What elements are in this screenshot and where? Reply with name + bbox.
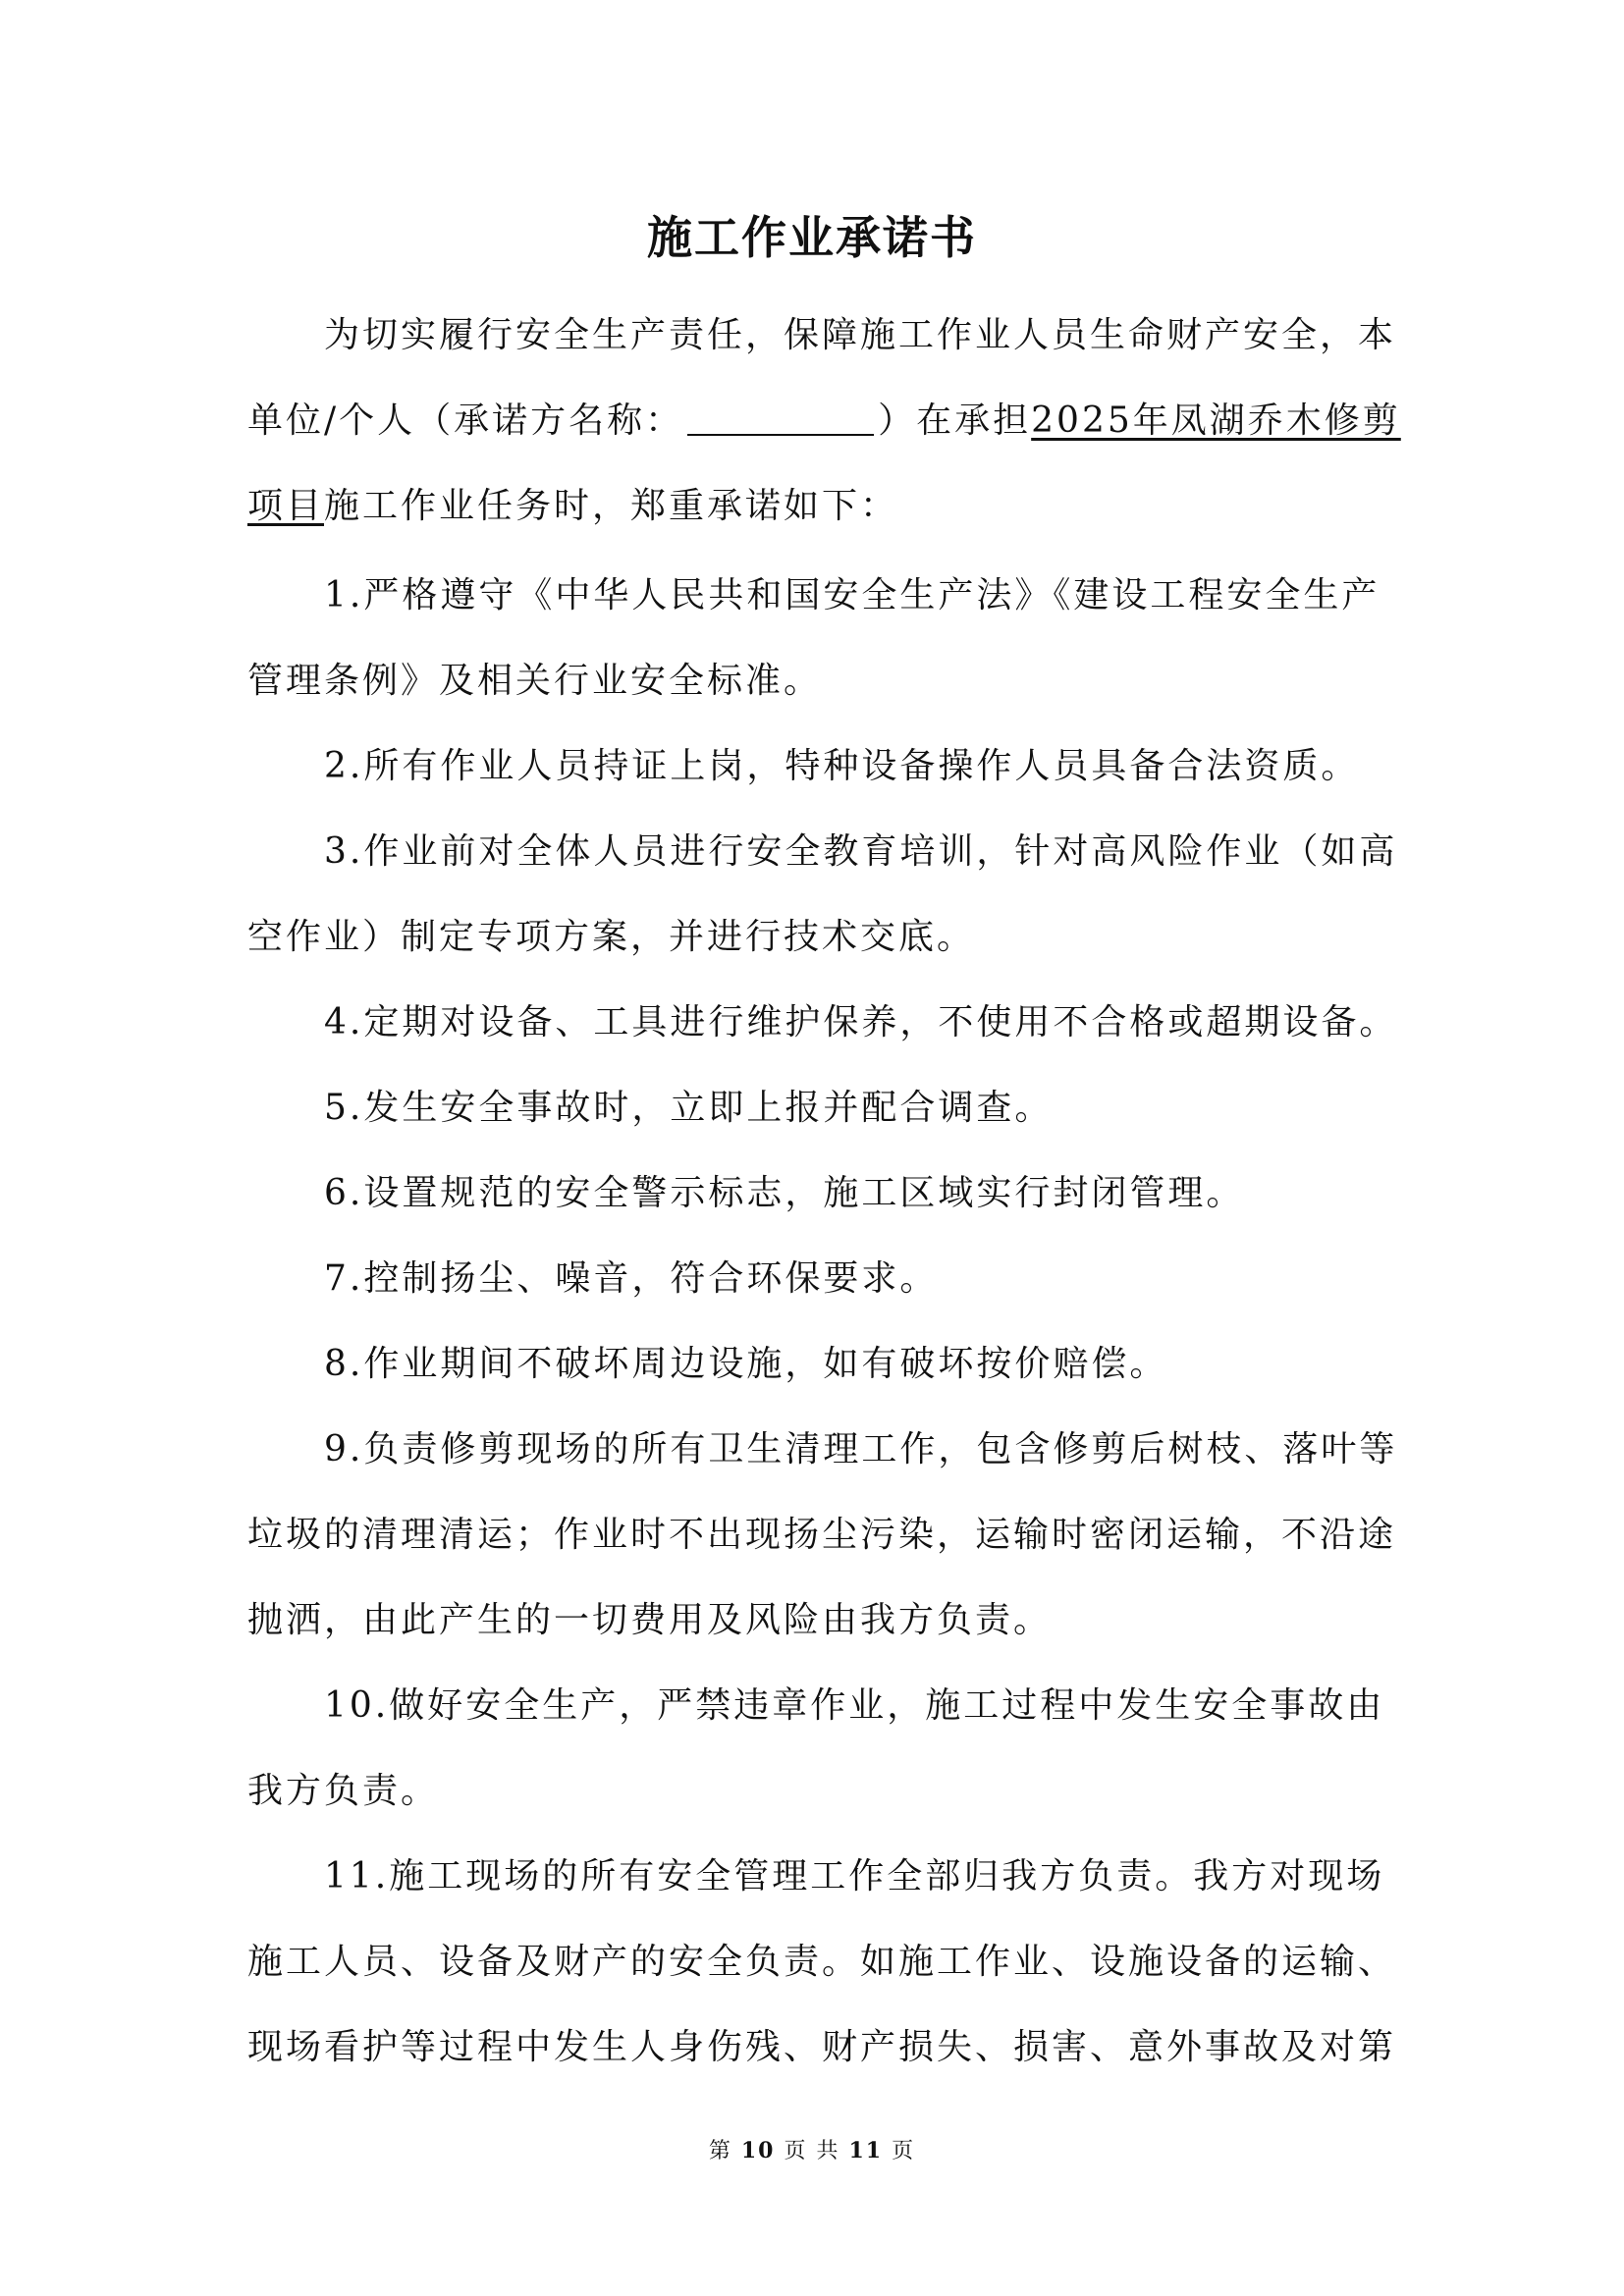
item-10-line-2: 我方负责。 xyxy=(247,1771,440,1811)
party-name-blank xyxy=(687,397,874,436)
item-7-line-1: 7.控制扬尘、噪音，符合环保要求。 xyxy=(324,1258,939,1299)
intro-line-2 xyxy=(247,392,1401,451)
item-5-line-1: 5.发生安全事故时，立即上报并配合调查。 xyxy=(324,1088,1054,1128)
item-9-line-2: 垃圾的清理清运；作业时不出现扬尘污染，运输时密闭运输，不沿途 xyxy=(247,1515,1397,1555)
item-9-line-1: 9.负责修剪现场的所有卫生清理工作，包含修剪后树枝、落叶等 xyxy=(324,1429,1398,1469)
item-3-line-1: 3.作业前对全体人员进行安全教育培训，针对高风险作业（如高 xyxy=(324,831,1398,872)
intro-text: ）在承担 xyxy=(878,400,1032,441)
item-1-line-2: 管理条例》及相关行业安全标准。 xyxy=(247,661,823,701)
page-footer xyxy=(0,2136,1624,2166)
current-page-number: 10 xyxy=(740,2138,776,2163)
item-6-line-1: 6.设置规范的安全警示标志，施工区域实行封闭管理。 xyxy=(324,1173,1245,1213)
item-11-line-3: 现场看护等过程中发生人身伤残、财产损失、损害、意外事故及对第 xyxy=(247,2027,1397,2067)
item-11-line-2: 施工人员、设备及财产的安全负责。如施工作业、设施设备的运输、 xyxy=(247,1942,1397,1982)
item-9-line-3: 抛洒，由此产生的一切费用及风险由我方负责。 xyxy=(247,1600,1053,1640)
item-11-line-1: 11.施工现场的所有安全管理工作全部归我方负责。我方对现场 xyxy=(324,1856,1385,1896)
intro-line-1: 为切实履行安全生产责任，保障施工作业人员生命财产安全，本 xyxy=(324,315,1397,355)
footer-text: 页 xyxy=(892,2139,916,2163)
intro-text: 施工作业任务时，郑重承诺如下： xyxy=(324,486,899,526)
footer-text: 第 xyxy=(708,2139,732,2163)
document-title: 施工作业承诺书 xyxy=(647,211,977,264)
item-10-line-1: 10.做好安全生产，严禁违章作业，施工过程中发生安全事故由 xyxy=(324,1685,1385,1726)
item-1-line-1: 1.严格遵守《中华人民共和国安全生产法》《建设工程安全生产 xyxy=(324,575,1380,615)
intro-line-3 xyxy=(247,477,898,536)
item-4-line-1: 4.定期对设备、工具进行维护保养，不使用不合格或超期设备。 xyxy=(324,1002,1398,1042)
item-2-line-1: 2.所有作业人员持证上岗，特种设备操作人员具备合法资质。 xyxy=(324,746,1360,786)
item-8-line-1: 8.作业期间不破坏周边设施，如有破坏按价赔偿。 xyxy=(324,1344,1168,1384)
footer-text: 页 共 xyxy=(784,2139,840,2163)
intro-text: 单位/个人（承诺方名称： xyxy=(247,400,684,441)
project-name: 项目 xyxy=(247,486,325,526)
item-3-line-2: 空作业）制定专项方案，并进行技术交底。 xyxy=(247,917,976,957)
total-page-number: 11 xyxy=(848,2138,884,2163)
project-name: 2025年凤湖乔木修剪 xyxy=(1031,400,1401,441)
